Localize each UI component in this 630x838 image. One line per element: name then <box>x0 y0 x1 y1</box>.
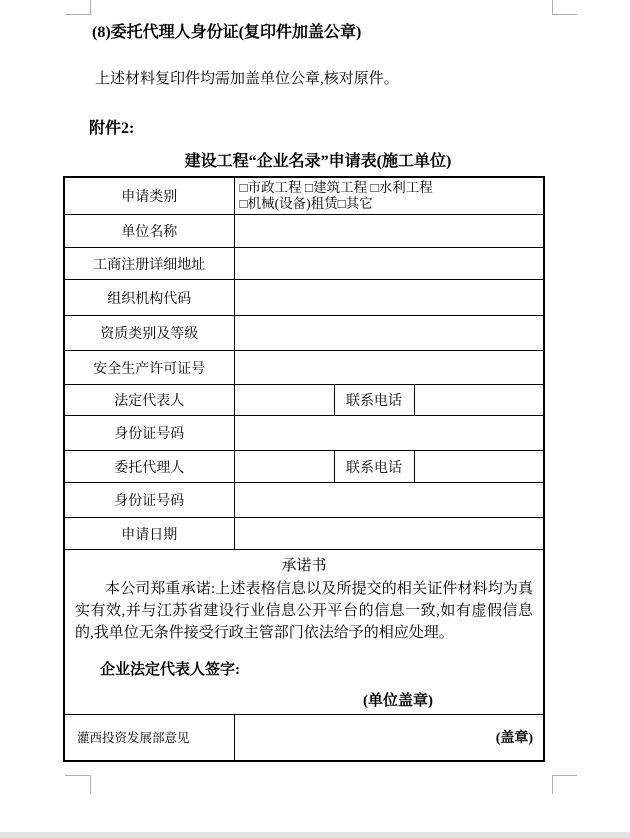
entrusted-agent-label: 委托代理人 <box>64 451 234 483</box>
application-form-table <box>63 176 545 762</box>
row-department-opinion <box>64 715 544 761</box>
legal-rep-id-label: 身份证号码 <box>64 416 234 451</box>
row-legal-representative <box>64 385 544 416</box>
agent-id-label: 身份证号码 <box>64 483 234 518</box>
safety-license-input-cell[interactable] <box>234 351 544 385</box>
row-organization-code <box>64 280 544 316</box>
crop-mark-bottom-left <box>65 775 91 794</box>
legal-representative-input-cell[interactable] <box>234 385 334 416</box>
legal-rep-id-input-cell[interactable] <box>234 416 544 451</box>
list-item-8-text: (8)委托代理人身份证(复印件加盖公章) <box>92 24 362 41</box>
agent-phone-label: 联系电话 <box>334 451 414 483</box>
crop-mark-bottom-right <box>552 775 577 794</box>
qualification-input-cell[interactable] <box>234 316 544 351</box>
registered-address-label: 工商注册详细地址 <box>64 248 234 280</box>
legal-representative-label: 法定代表人 <box>64 385 234 416</box>
category-options-line1: □市政工程 □建筑工程 □水利工程 <box>239 180 433 195</box>
commitment-cell <box>64 550 544 715</box>
agent-phone-input-cell[interactable] <box>414 451 544 483</box>
row-company-name <box>64 215 544 248</box>
row-application-category <box>64 177 544 215</box>
horizontal-scrollbar-track[interactable] <box>0 832 630 838</box>
legal-rep-signature-label: 企业法定代表人签字: <box>100 662 240 678</box>
registered-address-input-cell[interactable] <box>234 248 544 280</box>
department-opinion-cell[interactable] <box>234 715 544 761</box>
company-name-label: 单位名称 <box>64 215 234 248</box>
row-safety-license <box>64 351 544 385</box>
organization-code-label: 组织机构代码 <box>64 280 234 316</box>
company-name-input-cell[interactable] <box>234 215 544 248</box>
row-commitment <box>64 550 544 715</box>
copy-requirement-note: 上述材料复印件均需加盖单位公章,核对原件。 <box>95 71 399 87</box>
row-entrusted-agent <box>64 451 544 483</box>
legal-rep-phone-label: 联系电话 <box>334 385 414 416</box>
category-options-cell[interactable] <box>234 177 544 215</box>
safety-license-label: 安全生产许可证号 <box>64 351 234 385</box>
row-qualification <box>64 316 544 351</box>
application-date-label: 申请日期 <box>64 518 234 550</box>
seal-label: (盖章) <box>495 731 534 747</box>
legal-rep-phone-input-cell[interactable] <box>414 385 544 416</box>
row-application-date <box>64 518 544 550</box>
agent-id-input-cell[interactable] <box>234 483 544 518</box>
organization-code-input-cell[interactable] <box>234 280 544 316</box>
department-opinion-label: 灌西投资发展部意见 <box>64 715 234 761</box>
unit-seal-label: (单位盖章) <box>363 693 434 709</box>
commitment-body: 本公司郑重承诺:上述表格信息以及所提交的相关证件材料均为真实有效,并与江苏省建设行业信息公开平台的信息一致,如有虚假信息的,我单位无条件接受行政主管部门依法给予的相应处理。 <box>75 581 534 641</box>
form-title: 建设工程“企业名录”申请表(施工单位) <box>184 153 452 170</box>
category-label: 申请类别 <box>64 177 234 215</box>
attachment-2-label: 附件2: <box>89 120 135 137</box>
category-options-line2: □机械(设备)租赁□其它 <box>239 196 373 211</box>
crop-mark-top-left <box>65 0 91 15</box>
commitment-title: 承诺书 <box>281 558 327 574</box>
crop-mark-top-right <box>552 0 577 15</box>
row-agent-id-number <box>64 483 544 518</box>
row-legal-rep-id-number <box>64 416 544 451</box>
entrusted-agent-input-cell[interactable] <box>234 451 334 483</box>
qualification-label: 资质类别及等级 <box>64 316 234 351</box>
application-date-input-cell[interactable] <box>234 518 544 550</box>
row-registered-address <box>64 248 544 280</box>
